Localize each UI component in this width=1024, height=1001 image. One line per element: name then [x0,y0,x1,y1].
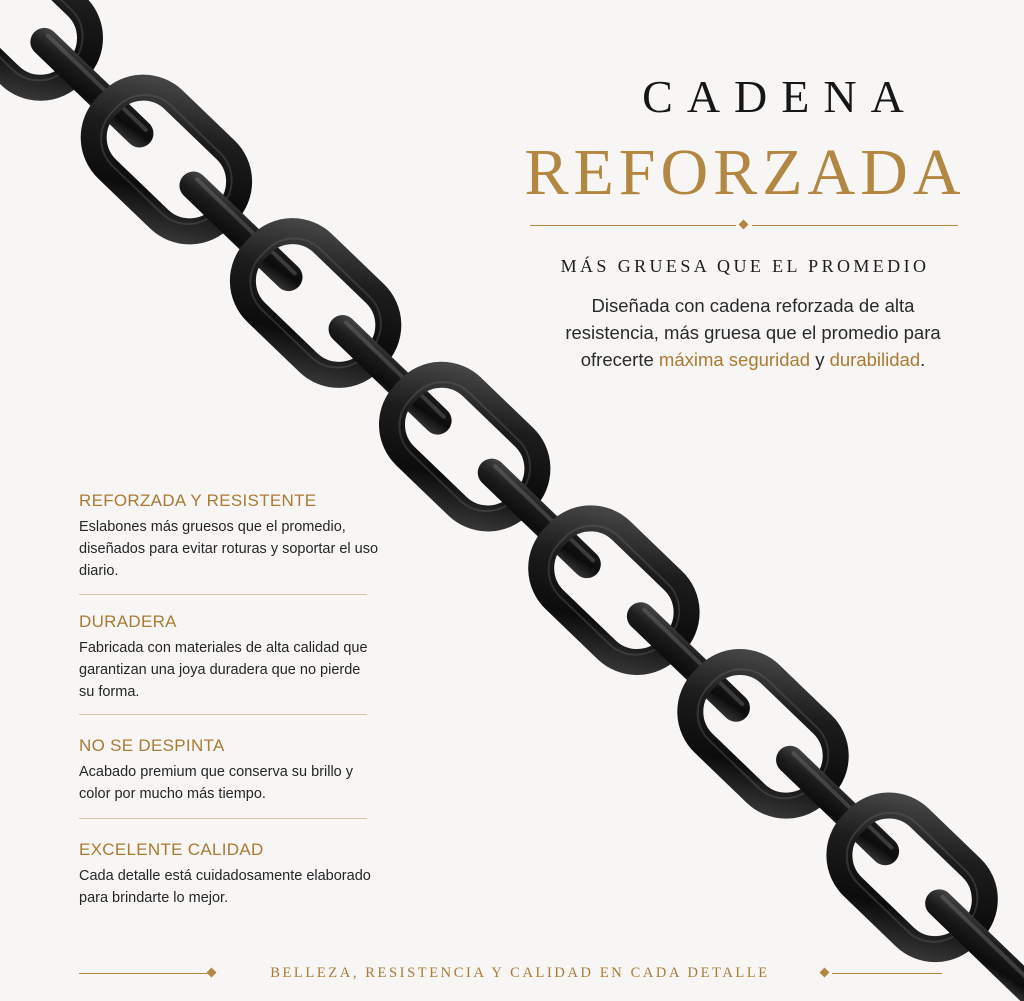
feature-text: Acabado premium que conserva su brillo y color por mucho más tiempo. [79,764,354,802]
intro-paragraph [548,292,958,373]
title-divider-right [752,225,958,226]
feature-reforzada [79,491,379,582]
title-line-1: CADENA [642,71,918,122]
feature-separator [79,594,367,595]
intro-text-2: y [810,349,830,370]
feature-title: NO SE DESPINTA [79,736,225,755]
feature-duradera [79,612,379,703]
feature-no-despinta [79,736,379,805]
feature-calidad [79,840,379,909]
feature-title: REFORZADA Y RESISTENTE [79,491,317,510]
footer-tagline: BELLEZA, RESISTENCIA Y CALIDAD EN CADA DETALLE [270,965,770,981]
subtitle: MÁS GRUESA QUE EL PROMEDIO [560,256,930,276]
intro-text-3: . [920,349,926,370]
feature-text: Cada detalle está cuidadosamente elaborado para brindarte lo mejor. [79,868,371,906]
intro-text-1: Diseñada con cadena reforzada de alta resistencia, más gruesa que el promedio para ofrecerte [565,295,941,370]
title-line-2: REFORZADA [524,136,966,209]
intro-highlight-2: durabilidad [829,349,921,370]
intro-highlight-1: máxima seguridad [658,349,811,370]
feature-text: Eslabones más gruesos que el promedio, diseñados para evitar roturas y soportar el uso diario. [79,519,379,579]
title-divider-left [530,225,736,226]
feature-title: EXCELENTE CALIDAD [79,840,264,859]
footer-rule-left [79,973,207,974]
feature-separator [79,714,367,715]
feature-separator [79,818,367,819]
feature-title: DURADERA [79,612,177,631]
feature-text: Fabricada con materiales de alta calidad que garantizan una joya duradera que no pierde su forma. [79,640,368,700]
footer-rule-right [832,973,942,974]
